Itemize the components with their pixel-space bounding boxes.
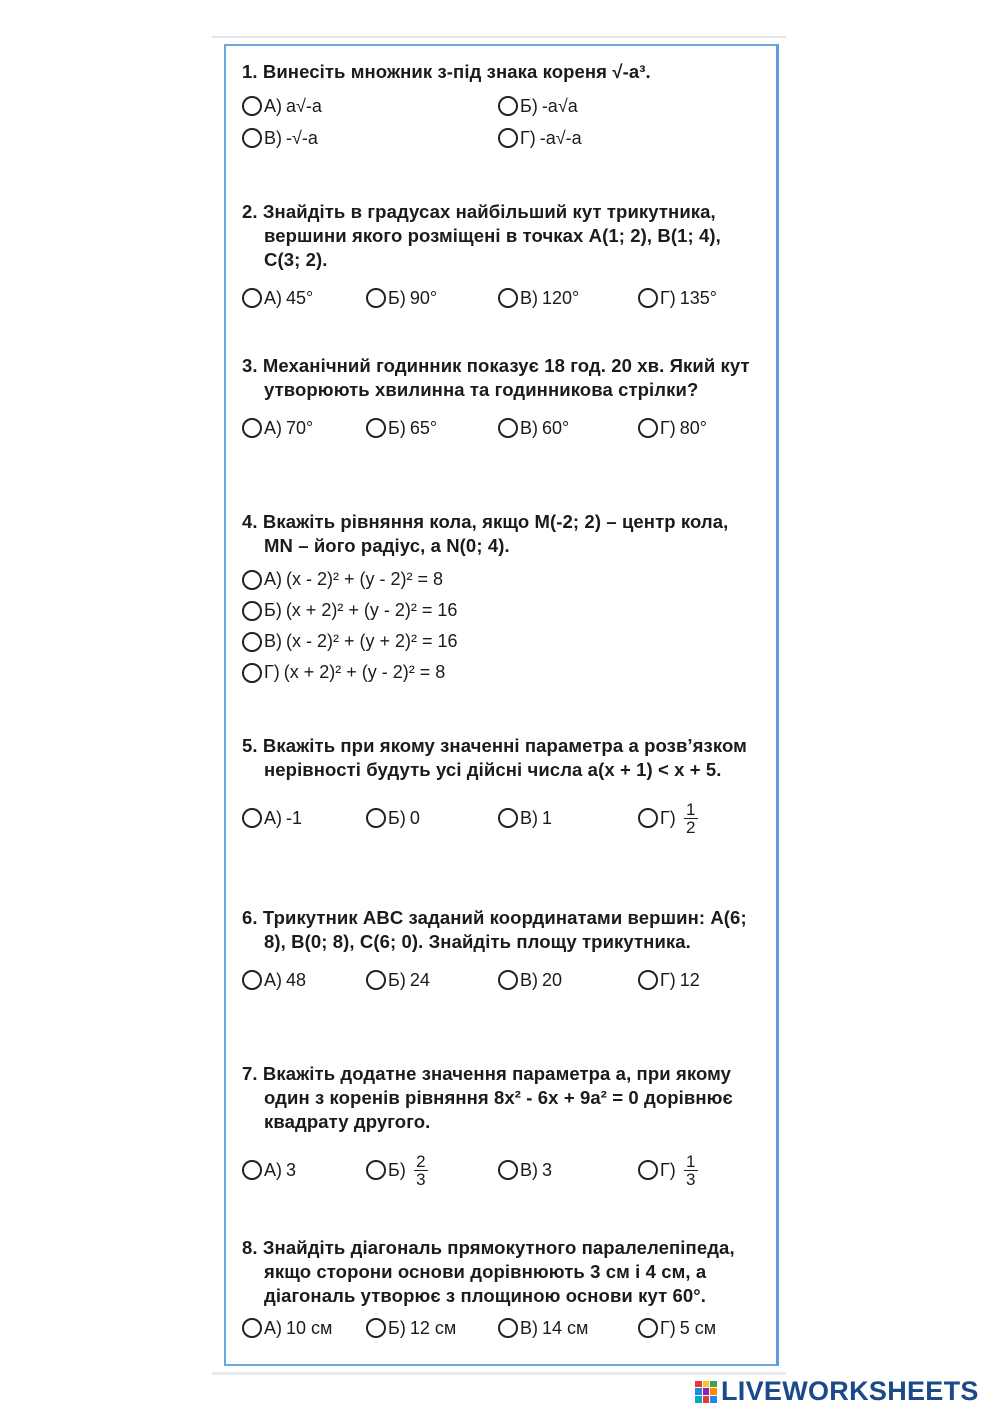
q5-option-c[interactable]	[498, 802, 552, 834]
option-label: Б)	[388, 417, 406, 438]
q8-option-d[interactable]	[638, 1312, 716, 1344]
option-label: В)	[520, 807, 538, 828]
option-label: А)	[264, 95, 282, 116]
option-label: Г)	[520, 127, 536, 148]
option-value: -1	[286, 807, 303, 828]
question-7-text: 7. Вкажіть додатне значення параметра a, при якому один з коренів рівняння 8x² - 6x + 9a² = 0 дорівнює квадрату другого.	[242, 1063, 733, 1132]
q2-option-d[interactable]	[638, 282, 717, 314]
question-7	[242, 1062, 762, 1189]
question-3-text: 3. Механічний годинник показує 18 год. 20 хв. Який кут утворюють хвилинна та годинникова стрілки?	[242, 355, 750, 400]
q5-option-d[interactable]	[638, 799, 698, 837]
question-5	[242, 734, 762, 837]
top-divider	[212, 36, 786, 38]
radio-icon[interactable]	[242, 418, 262, 438]
option-label: А)	[264, 417, 282, 438]
option-value: 70°	[286, 417, 314, 438]
q1-option-a[interactable]	[242, 90, 322, 122]
radio-icon[interactable]	[242, 970, 262, 990]
option-label: В)	[520, 969, 538, 990]
q6-option-a[interactable]	[242, 964, 306, 996]
bottom-divider	[212, 1372, 786, 1375]
radio-icon[interactable]	[242, 96, 262, 116]
option-value: (x + 2)² + (y - 2)² = 8	[283, 662, 446, 682]
radio-icon[interactable]	[498, 288, 518, 308]
q7-option-d[interactable]	[638, 1151, 698, 1189]
option-value: 5 см	[679, 1317, 717, 1338]
fraction-denominator: 3	[416, 1169, 426, 1189]
radio-icon[interactable]	[638, 1318, 658, 1338]
option-label: А)	[264, 287, 282, 308]
q7-option-b[interactable]	[366, 1151, 428, 1189]
radio-icon[interactable]	[242, 632, 262, 652]
option-value: 14 см	[542, 1317, 589, 1338]
option-label: Б)	[388, 1159, 406, 1180]
option-value: 135°	[679, 287, 717, 308]
option-label: Г)	[660, 807, 676, 828]
option-value: 12	[679, 969, 700, 990]
radio-icon[interactable]	[498, 1318, 518, 1338]
radio-icon[interactable]	[638, 970, 658, 990]
question-2	[242, 200, 762, 314]
fraction-numerator: 1	[686, 1151, 696, 1171]
radio-icon[interactable]	[498, 128, 518, 148]
q8-option-a[interactable]	[242, 1312, 332, 1344]
question-5-text: 5. Вкажіть при якому значенні параметра a розв’язком нерівності будуть усі дійсні числа a(x + 1) < x + 5.	[242, 735, 747, 780]
option-label: А)	[264, 1317, 282, 1338]
q2-option-c[interactable]	[498, 282, 579, 314]
radio-icon[interactable]	[498, 808, 518, 828]
radio-icon[interactable]	[366, 1318, 386, 1338]
option-value: 60°	[542, 417, 570, 438]
question-3-options	[242, 412, 762, 444]
q1-option-c[interactable]	[242, 122, 318, 154]
option-label: Б)	[388, 287, 406, 308]
fraction	[684, 1153, 698, 1188]
question-1-text: 1. Винесіть множник з-під знака кореня √-a³.	[242, 61, 651, 82]
radio-icon[interactable]	[498, 970, 518, 990]
q3-option-b[interactable]	[366, 412, 437, 444]
radio-icon[interactable]	[638, 418, 658, 438]
q6-option-b[interactable]	[366, 964, 430, 996]
question-8-text: 8. Знайдіть діагональ прямокутного паралелепіпеда, якщо сторони основи дорівнюють 3 см і 4 см, а діагональ утворює з площиною основи кут 60°.	[242, 1237, 735, 1306]
fraction-numerator: 2	[416, 1151, 426, 1171]
option-label: Г)	[660, 1317, 676, 1338]
question-6-text: 6. Трикутник ABC заданий координатами вершин: A(6; 8), B(0; 8), C(6; 0). Знайдіть площу трикутника.	[242, 907, 747, 952]
q7-option-a[interactable]	[242, 1154, 296, 1186]
q2-option-a[interactable]	[242, 282, 313, 314]
option-label: Б)	[520, 95, 538, 116]
option-value: 90°	[409, 287, 438, 308]
q1-option-b[interactable]	[498, 90, 578, 122]
option-label: Г)	[264, 662, 280, 682]
liveworksheets-logo[interactable]	[695, 1376, 979, 1407]
radio-icon[interactable]	[498, 1160, 518, 1180]
question-8	[242, 1236, 762, 1344]
option-value: -a√a	[541, 95, 578, 116]
question-2-options	[242, 282, 762, 314]
question-2-text: 2. Знайдіть в градусах найбільший кут трикутника, вершини якого розміщені в точках A(1; 2), B(1; 4), C(3; 2).	[242, 201, 721, 270]
option-label: Б)	[388, 1317, 406, 1338]
radio-icon[interactable]	[366, 288, 386, 308]
fraction	[684, 801, 698, 836]
liveworksheets-brand-text: LIVEWORKSHEETS	[721, 1376, 979, 1406]
q2-option-b[interactable]	[366, 282, 437, 314]
q8-option-c[interactable]	[498, 1312, 588, 1344]
radio-icon[interactable]	[242, 663, 262, 683]
question-3	[242, 354, 762, 444]
option-label: А)	[264, 807, 282, 828]
radio-icon[interactable]	[638, 288, 658, 308]
option-value: (x + 2)² + (y - 2)² = 16	[285, 600, 458, 620]
radio-icon[interactable]	[242, 1318, 262, 1338]
question-8-options	[242, 1312, 762, 1344]
option-value: 3	[286, 1159, 297, 1180]
radio-icon[interactable]	[366, 418, 386, 438]
q5-option-a[interactable]	[242, 802, 302, 834]
question-4-text: 4. Вкажіть рівняння кола, якщо M(-2; 2) – центр кола, MN – його радіус, а N(0; 4).	[242, 511, 729, 556]
q4-option-b[interactable]	[242, 595, 762, 626]
radio-icon[interactable]	[242, 570, 262, 590]
q4-option-d[interactable]	[242, 657, 762, 688]
question-4-options	[242, 564, 762, 688]
option-value: 20	[542, 969, 563, 990]
radio-icon[interactable]	[366, 808, 386, 828]
radio-icon[interactable]	[242, 128, 262, 148]
option-value: -√-a	[286, 127, 318, 148]
question-1-options	[242, 90, 762, 122]
radio-icon[interactable]	[366, 1160, 386, 1180]
option-label: Г)	[660, 1159, 676, 1180]
option-label: В)	[264, 127, 282, 148]
fraction-denominator: 2	[686, 817, 696, 837]
option-value: 120°	[542, 287, 580, 308]
radio-icon[interactable]	[498, 418, 518, 438]
q8-option-b[interactable]	[366, 1312, 456, 1344]
option-value: 3	[542, 1159, 553, 1180]
question-6	[242, 906, 762, 996]
option-value: 48	[286, 969, 307, 990]
q7-option-c[interactable]	[498, 1154, 552, 1186]
option-value: -a√-a	[539, 127, 582, 148]
option-label: В)	[520, 417, 538, 438]
radio-icon[interactable]	[498, 96, 518, 116]
radio-icon[interactable]	[242, 601, 262, 621]
question-1	[242, 60, 762, 154]
option-value: 10 см	[286, 1317, 333, 1338]
q3-option-c[interactable]	[498, 412, 569, 444]
option-label: В)	[520, 287, 538, 308]
option-value: 1	[542, 807, 553, 828]
radio-icon[interactable]	[638, 808, 658, 828]
q5-option-b[interactable]	[366, 802, 420, 834]
q6-option-c[interactable]	[498, 964, 562, 996]
question-1-options-row2	[242, 122, 762, 154]
option-label: В)	[264, 631, 282, 651]
option-label: А)	[264, 569, 282, 589]
fraction-numerator: 1	[686, 799, 696, 819]
fraction-denominator: 3	[686, 1169, 696, 1189]
option-value: (x - 2)² + (y - 2)² = 8	[286, 569, 444, 589]
radio-icon[interactable]	[242, 288, 262, 308]
radio-icon[interactable]	[366, 970, 386, 990]
option-label: А)	[264, 1159, 282, 1180]
q6-option-d[interactable]	[638, 964, 700, 996]
option-value: 24	[409, 969, 430, 990]
option-label: Б)	[264, 600, 282, 620]
question-6-options	[242, 964, 762, 996]
question-4	[242, 510, 762, 688]
option-value: 80°	[679, 417, 707, 438]
option-label: Б)	[388, 807, 406, 828]
option-label: Г)	[660, 417, 676, 438]
q3-option-a[interactable]	[242, 412, 313, 444]
option-label: А)	[264, 969, 282, 990]
option-value: (x - 2)² + (y + 2)² = 16	[286, 631, 458, 651]
question-7-options	[242, 1151, 762, 1189]
q4-option-a[interactable]	[242, 564, 762, 595]
q3-option-d[interactable]	[638, 412, 707, 444]
question-5-options	[242, 799, 762, 837]
option-value: 0	[409, 807, 420, 828]
option-label: В)	[520, 1317, 538, 1338]
option-label: Г)	[660, 969, 676, 990]
q1-option-d[interactable]	[498, 122, 582, 154]
option-value: 12 см	[409, 1317, 457, 1338]
radio-icon[interactable]	[242, 808, 262, 828]
liveworksheets-logo-icon	[695, 1381, 717, 1403]
radio-icon[interactable]	[242, 1160, 262, 1180]
option-label: В)	[520, 1159, 538, 1180]
fraction	[414, 1153, 428, 1188]
option-value: a√-a	[286, 95, 322, 116]
option-label: Г)	[660, 287, 676, 308]
q4-option-c[interactable]	[242, 626, 762, 657]
radio-icon[interactable]	[638, 1160, 658, 1180]
option-label: Б)	[388, 969, 406, 990]
option-value: 65°	[409, 417, 438, 438]
option-value: 45°	[286, 287, 314, 308]
